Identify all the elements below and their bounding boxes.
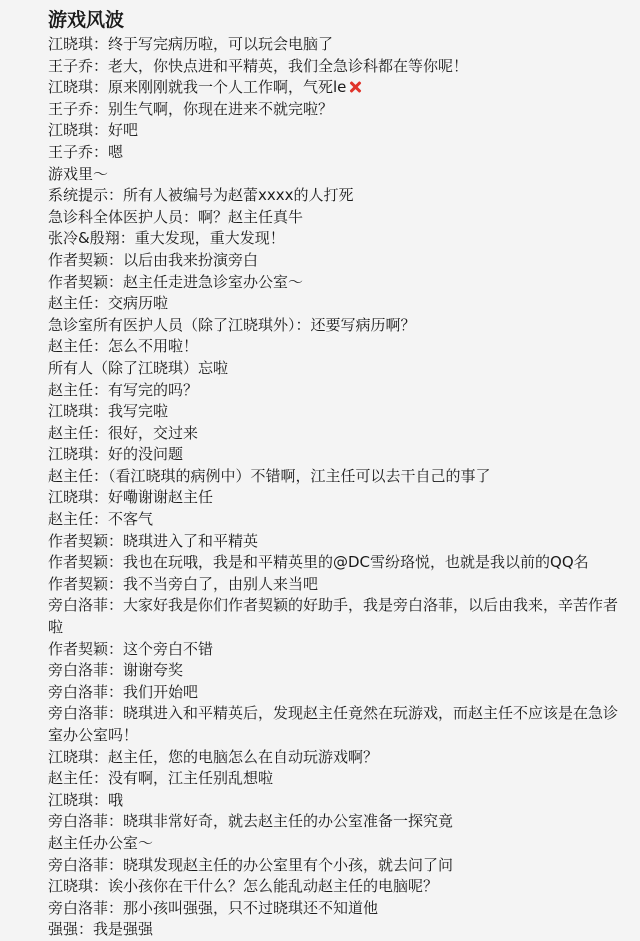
- dialogue-text: 赵主任：不客气: [48, 510, 154, 529]
- dialogue-text: 旁白洛菲：谢谢夸奖: [48, 661, 184, 680]
- dialogue-text: 赵主任：交病历啦: [48, 294, 169, 313]
- dialogue-text: 游戏里～: [48, 164, 109, 183]
- dialogue-line: [48, 639, 620, 661]
- dialogue-text: 赵主任：怎么不用啦！: [48, 337, 199, 356]
- dialogue-line: [48, 358, 620, 380]
- dialogue-text: 作者契颖：以后由我来扮演旁白: [48, 250, 259, 269]
- dialogue-line: [48, 682, 620, 704]
- dialogue-line: [48, 855, 620, 877]
- dialogue-text: 旁白洛菲：晓琪发现赵主任的办公室里有个小孩，就去问了问: [48, 855, 454, 874]
- dialogue-line: [48, 919, 620, 941]
- dialogue-line: [48, 833, 620, 855]
- dialogue-text: 旁白洛菲：那小孩叫强强，只不过晓琪还不知道他: [48, 898, 379, 917]
- dialogue-line: [48, 380, 620, 402]
- dialogue-text: 赵主任：有写完的吗？: [48, 380, 199, 399]
- dialogue-text: 旁白洛菲：大家好我是你们作者契颖的好助手，我是旁白洛菲，以后由我来，辛苦作者啦: [48, 596, 619, 637]
- dialogue-line: [48, 574, 620, 596]
- page-title: 游戏风波: [48, 9, 125, 31]
- dialogue-line: [48, 703, 620, 746]
- dialogue-line: [48, 250, 620, 272]
- dialogue-text: 作者契颖：我也在玩哦，我是和平精英里的@DC雪纷珞悦，也就是我以前的QQ名: [48, 553, 589, 572]
- dialogue-line: [48, 790, 620, 812]
- dialogue-line: [48, 207, 620, 229]
- dialogue-line: [48, 444, 620, 466]
- dialogue-text: 急诊科全体医护人员：啊？赵主任真牛: [48, 207, 304, 226]
- dialogue-text: 急诊室所有医护人员（除了江晓琪外）：还要写病历啊？: [48, 315, 416, 334]
- dialogue-line: [48, 509, 620, 531]
- dialogue-line: [48, 811, 620, 833]
- dialogue-text: 王子乔：别生气啊，你现在进来不就完啦？: [48, 99, 334, 118]
- dialogue-text: 作者契颖：赵主任走进急诊室办公室～: [48, 272, 304, 291]
- dialogue-text: 旁白洛菲：晓琪非常好奇，就去赵主任的办公室准备一探究竟: [48, 812, 454, 831]
- dialogue-line: [48, 336, 620, 358]
- dialogue-text: 所有人（除了江晓琪）忘啦: [48, 358, 229, 377]
- dialogue-line: [48, 99, 620, 121]
- dialogue-line: [48, 660, 620, 682]
- dialogue-line: [48, 56, 620, 78]
- dialogue-line: [48, 898, 620, 920]
- dialogue-text: 江晓琪：终于写完病历啦，可以玩会电脑了: [48, 35, 334, 53]
- dialogue-line: [48, 120, 620, 142]
- dialogue-text: 江晓琪：诶小孩你在干什么？怎么能乱动赵主任的电脑呢？: [48, 877, 439, 896]
- dialogue-line: [48, 768, 620, 790]
- dialogue-text: 张冷&殷翔：重大发现，重大发现！: [48, 229, 285, 248]
- dialogue-text: 系统提示：所有人被编号为赵蕾xxxx的人打死: [48, 186, 354, 205]
- dialogue-line: [48, 315, 620, 337]
- dialogue-line: [48, 293, 620, 315]
- anger-symbol-icon: [348, 80, 362, 94]
- dialogue-line: [48, 77, 620, 99]
- dialogue-list: [48, 34, 620, 941]
- dialogue-text: 江晓琪：好吧: [48, 121, 139, 140]
- dialogue-text: 作者契颖：这个旁白不错: [48, 639, 214, 658]
- dialogue-line: [48, 164, 620, 186]
- dialogue-line: [48, 595, 620, 638]
- dialogue-line: [48, 531, 620, 553]
- dialogue-text: 赵主任：没有啊，江主任别乱想啦: [48, 769, 274, 788]
- dialogue-text: 江晓琪：哦: [48, 790, 124, 809]
- dialogue-text: 王子乔：老大，你快点进和平精英，我们全急诊科都在等你呢！: [48, 56, 469, 75]
- dialogue-line: [48, 747, 620, 769]
- dialogue-text: 江晓琪：原来刚刚就我一个人工作啊，气死le: [48, 78, 347, 97]
- dialogue-text: 王子乔：嗯: [48, 142, 124, 161]
- dialogue-line: [48, 423, 620, 445]
- dialogue-text: 作者契颖：晓琪进入了和平精英: [48, 531, 259, 550]
- dialogue-line: [48, 487, 620, 509]
- dialogue-text: 旁白洛菲：晓琪进入和平精英后，发现赵主任竟然在玩游戏，而赵主任不应该是在急诊室办公室吗！: [48, 704, 619, 744]
- dialogue-line: [48, 185, 620, 207]
- dialogue-text: 江晓琪：好的没问题: [48, 445, 184, 464]
- dialogue-text: 旁白洛菲：我们开始吧: [48, 682, 199, 701]
- dialogue-line: [48, 401, 620, 423]
- dialogue-text: 江晓琪：我写完啦: [48, 402, 169, 421]
- dialogue-line: [48, 34, 620, 56]
- dialogue-text: 赵主任：（看江晓琪的病例中）不错啊，江主任可以去干自己的事了: [48, 466, 491, 485]
- dialogue-line: [48, 272, 620, 294]
- dialogue-line: [48, 466, 620, 488]
- dialogue-text: 作者契颖：我不当旁白了，由别人来当吧: [48, 574, 319, 593]
- dialogue-line: [48, 876, 620, 898]
- dialogue-text: 江晓琪：赵主任，您的电脑怎么在自动玩游戏啊？: [48, 747, 379, 766]
- dialogue-line: [48, 552, 620, 574]
- dialogue-text: 赵主任：很好，交过来: [48, 423, 199, 442]
- dialogue-text: 江晓琪：好嘞谢谢赵主任: [48, 488, 214, 507]
- dialogue-line: [48, 228, 620, 250]
- dialogue-line: [48, 142, 620, 164]
- dialogue-text: 强强：我是强强: [48, 920, 154, 939]
- dialogue-text: 赵主任办公室～: [48, 833, 154, 852]
